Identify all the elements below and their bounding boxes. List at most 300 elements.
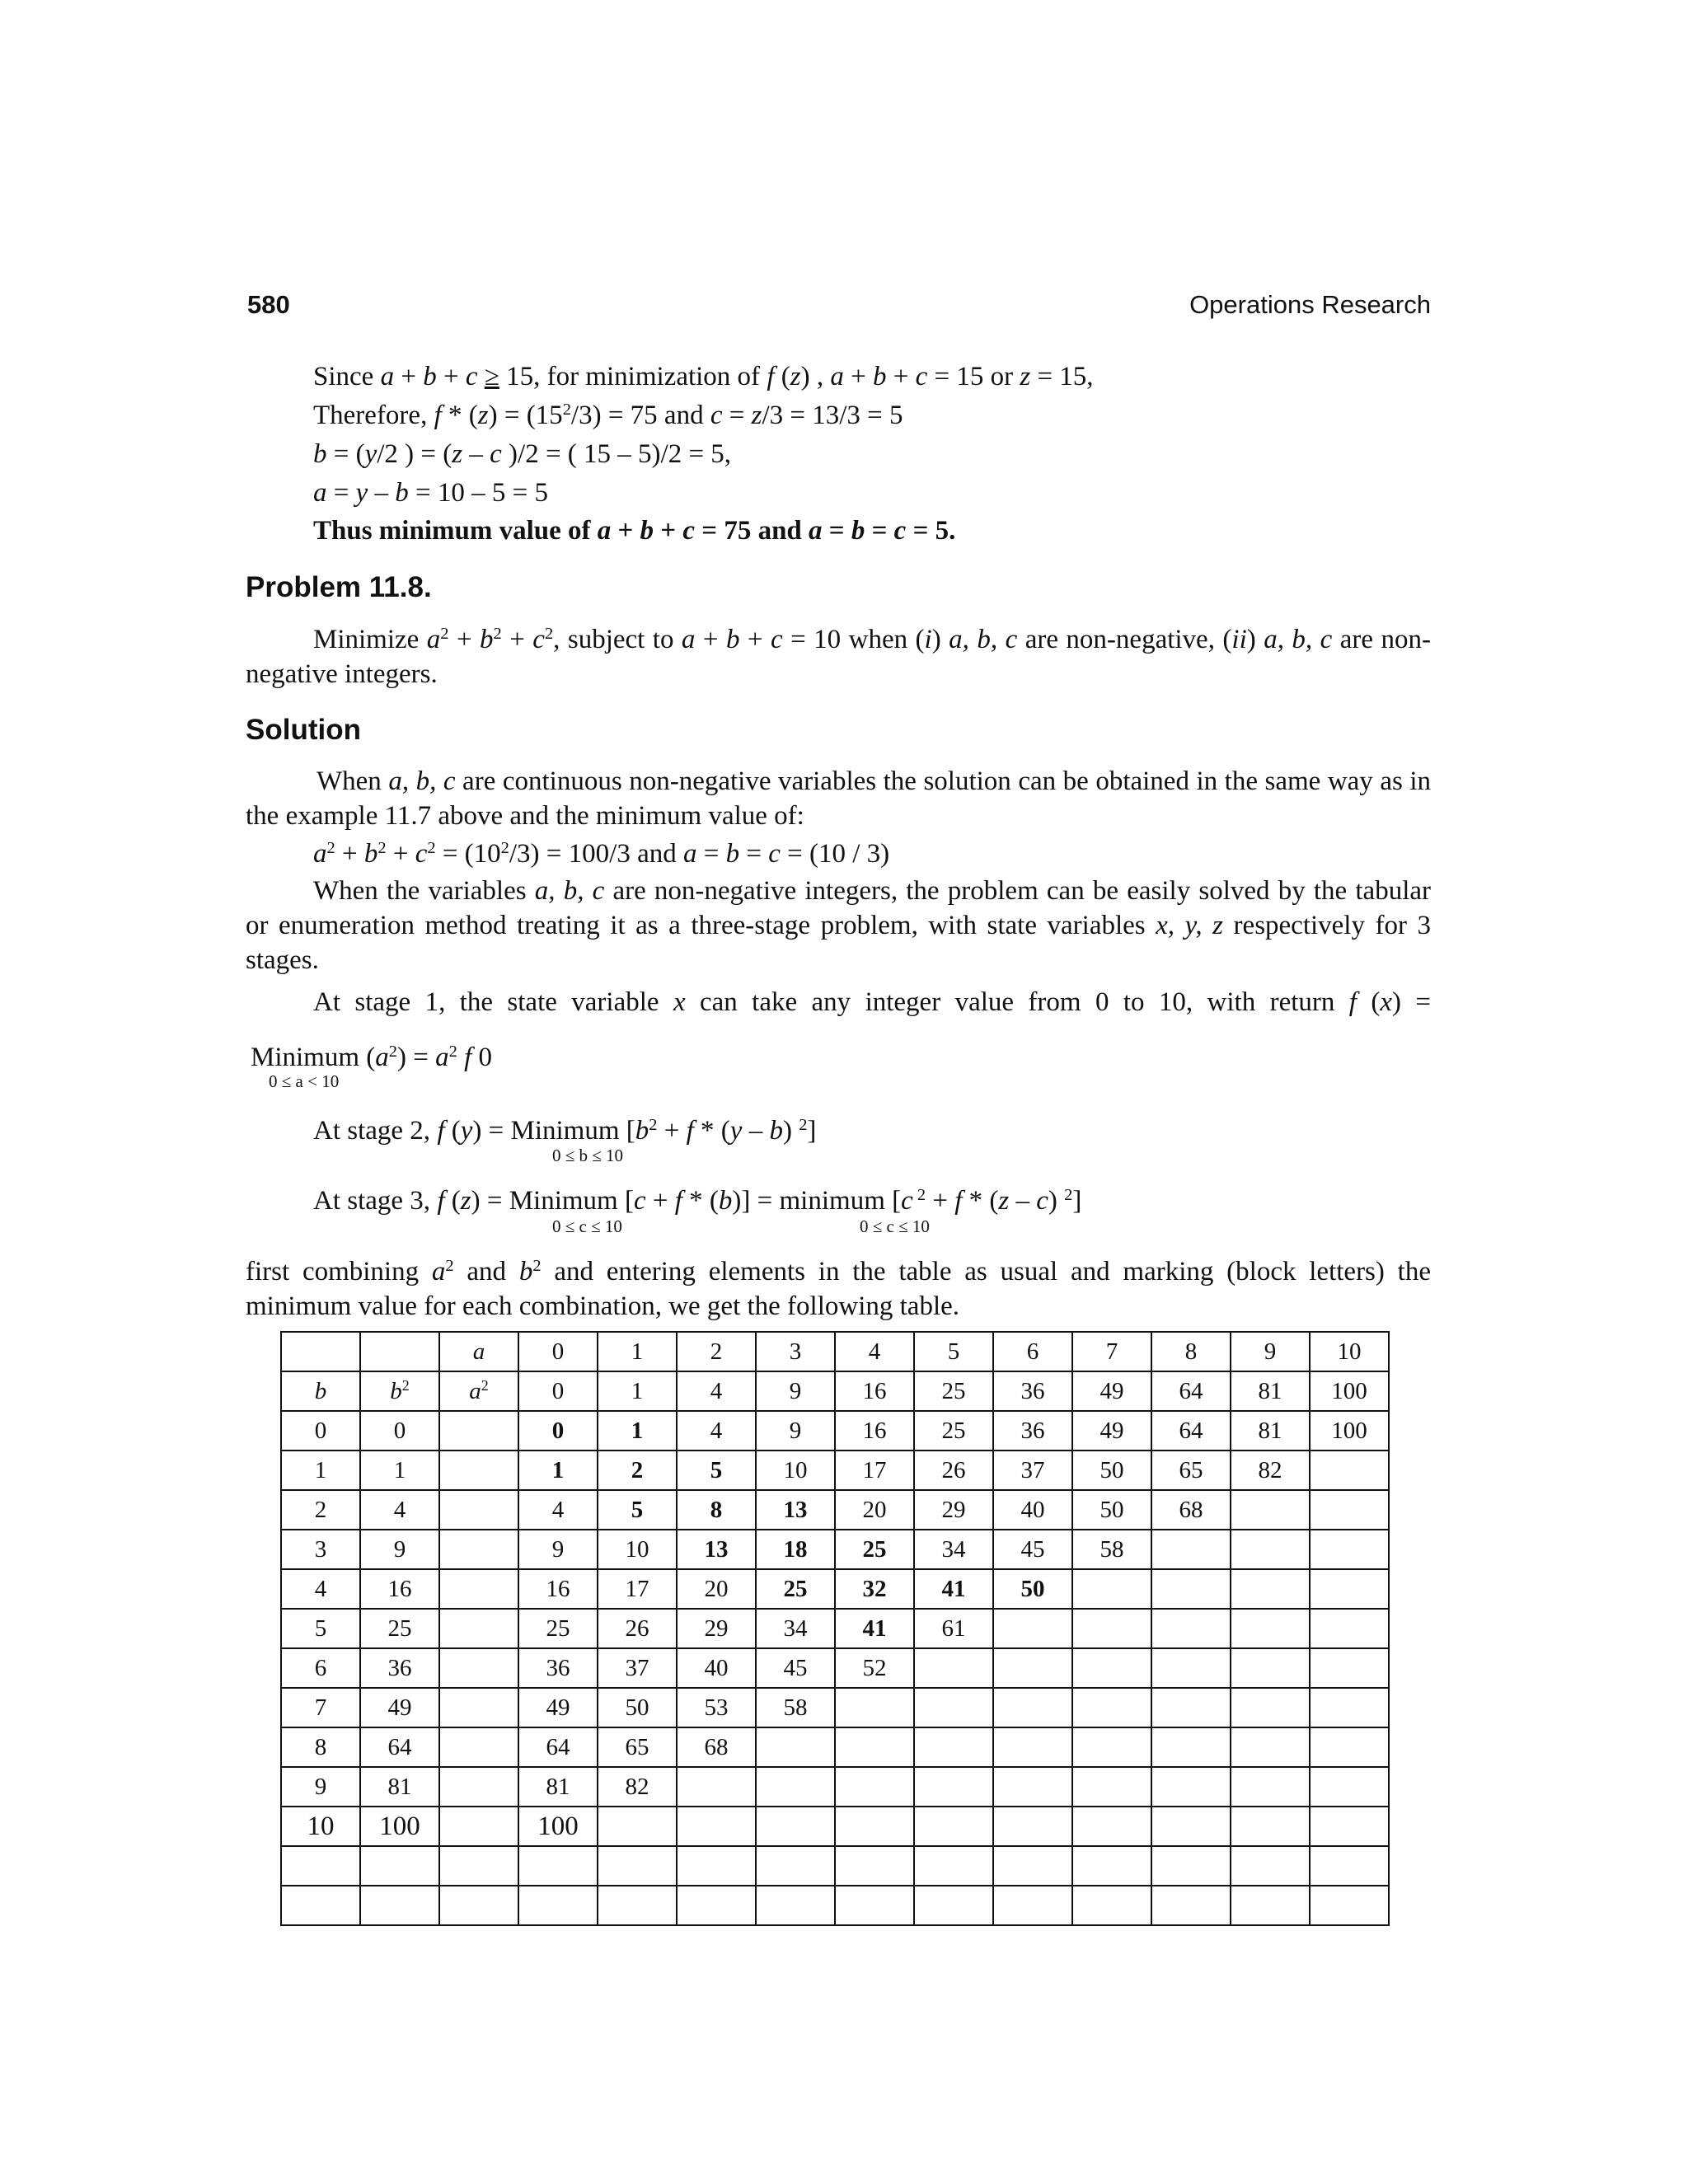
table-row xyxy=(281,1727,1389,1767)
cell-value: 4 xyxy=(551,1496,565,1523)
table-cell xyxy=(439,1688,518,1727)
cell-value: 1 xyxy=(631,1377,644,1404)
table-cell xyxy=(598,1727,677,1767)
cell-value: 2 xyxy=(631,1456,644,1483)
cell-value: 100 xyxy=(1331,1417,1367,1444)
table-cell xyxy=(1151,1411,1231,1451)
cell-value: 0 xyxy=(551,1377,565,1404)
cell-value: 4 xyxy=(710,1417,723,1444)
table-cell xyxy=(1072,1530,1151,1569)
cell-value: 41 xyxy=(862,1615,887,1642)
table-cell xyxy=(598,1767,677,1807)
table-cell xyxy=(677,1569,756,1609)
cell-value: 53 xyxy=(704,1694,729,1721)
table-row xyxy=(281,1807,1389,1846)
table-cell xyxy=(1072,1727,1151,1767)
table-cell xyxy=(993,1371,1072,1411)
table-cell xyxy=(598,1451,677,1490)
table-cell xyxy=(1072,1846,1151,1886)
table-cell xyxy=(281,1332,360,1371)
table-cell xyxy=(1072,1609,1151,1648)
cell-value: 10 xyxy=(1337,1338,1362,1365)
stage-1-range: 0 ≤ a < 10 xyxy=(269,1071,340,1091)
cell-value: 9 xyxy=(393,1535,406,1563)
table-cell xyxy=(1310,1332,1389,1371)
table-cell xyxy=(281,1846,360,1886)
table-cell xyxy=(360,1807,439,1846)
table-cell xyxy=(1310,1727,1389,1767)
cell-value: a xyxy=(469,1377,481,1404)
table-cell xyxy=(756,1411,835,1451)
table-cell xyxy=(993,1530,1072,1569)
table-cell xyxy=(1310,1846,1389,1886)
table-cell xyxy=(835,1451,914,1490)
cell-value: 6 xyxy=(1026,1338,1039,1365)
table-cell xyxy=(360,1490,439,1530)
table-cell xyxy=(835,1846,914,1886)
table-cell xyxy=(677,1688,756,1727)
table-cell xyxy=(1072,1569,1151,1609)
table-row xyxy=(281,1609,1389,1648)
table-cell xyxy=(914,1451,993,1490)
table-cell xyxy=(677,1490,756,1530)
table-cell xyxy=(677,1807,756,1846)
table-cell xyxy=(1151,1609,1231,1648)
table-cell xyxy=(835,1807,914,1846)
table-cell xyxy=(281,1886,360,1925)
cell-value: 81 xyxy=(1258,1377,1282,1404)
cell-value: 25 xyxy=(783,1575,808,1602)
table-cell xyxy=(914,1846,993,1886)
table-cell xyxy=(360,1530,439,1569)
table-cell xyxy=(598,1688,677,1727)
table-cell xyxy=(518,1886,598,1925)
cell-value: 8 xyxy=(710,1496,723,1523)
stage-2-equation: At stage 2, f (y) = Minimum [$b^2 + f * (y - b)$ $^2$] xyxy=(313,1115,817,1146)
table-cell xyxy=(993,1846,1072,1886)
table-cell xyxy=(518,1332,598,1371)
table-cell xyxy=(914,1569,993,1609)
cell-value: 20 xyxy=(862,1496,887,1523)
problem-heading: Problem 11.8. xyxy=(246,571,432,603)
table-cell xyxy=(439,1451,518,1490)
table-cell xyxy=(1072,1688,1151,1727)
solution-heading: Solution xyxy=(246,714,361,746)
table-cell xyxy=(360,1411,439,1451)
cell-value: 9 xyxy=(789,1417,802,1444)
cell-exponent: 2 xyxy=(481,1376,489,1394)
table-cell xyxy=(1151,1530,1231,1569)
solution-paragraph-3: At stage 1, the state variable x can take any integer value from 0 to 10, with return f (x) = xyxy=(313,987,1432,1017)
table-cell xyxy=(835,1886,914,1925)
table-cell xyxy=(518,1807,598,1846)
table-cell xyxy=(360,1451,439,1490)
table-cell xyxy=(1310,1451,1389,1490)
intro-line-1: Since a + b + c ≥ 15, for minimization of f (z) , a + b + c = 15 or z = 15, xyxy=(313,362,1094,391)
table-cell xyxy=(835,1648,914,1688)
table-cell xyxy=(281,1807,360,1846)
table-row xyxy=(281,1530,1389,1569)
table-cell xyxy=(518,1490,598,1530)
table-cell xyxy=(677,1727,756,1767)
table-cell xyxy=(360,1332,439,1371)
cell-value: 64 xyxy=(1179,1417,1203,1444)
cell-value: 45 xyxy=(1020,1535,1045,1563)
cell-value: 10 xyxy=(625,1535,649,1563)
cell-value: 37 xyxy=(625,1654,649,1681)
table-cell xyxy=(281,1371,360,1411)
cell-value: 0 xyxy=(551,1417,565,1444)
table-cell xyxy=(598,1609,677,1648)
table-cell xyxy=(598,1411,677,1451)
table-cell xyxy=(914,1490,993,1530)
table-cell xyxy=(518,1569,598,1609)
running-title: Operations Research xyxy=(1189,290,1431,319)
table-cell xyxy=(993,1569,1072,1609)
table-cell xyxy=(993,1451,1072,1490)
table-row xyxy=(281,1767,1389,1807)
cell-value: 68 xyxy=(1179,1496,1203,1523)
cell-value: 100 xyxy=(537,1811,579,1841)
cell-value: 3 xyxy=(789,1338,802,1365)
table-cell xyxy=(1231,1846,1310,1886)
cell-value: 52 xyxy=(862,1654,887,1681)
table-cell xyxy=(518,1767,598,1807)
table-cell xyxy=(993,1609,1072,1648)
cell-value: 36 xyxy=(1020,1377,1045,1404)
cell-value: 34 xyxy=(941,1535,966,1563)
table-cell xyxy=(1231,1886,1310,1925)
cell-value: 34 xyxy=(783,1615,808,1642)
table-cell xyxy=(993,1767,1072,1807)
table-cell xyxy=(914,1411,993,1451)
table-cell xyxy=(1151,1767,1231,1807)
cell-value: 5 xyxy=(710,1456,723,1483)
cell-value: 82 xyxy=(625,1773,649,1800)
table-row xyxy=(281,1648,1389,1688)
table-cell xyxy=(835,1411,914,1451)
table-cell xyxy=(914,1886,993,1925)
table-row xyxy=(281,1490,1389,1530)
table-cell xyxy=(281,1490,360,1530)
table-cell xyxy=(1151,1886,1231,1925)
intro-line-2: Therefore, $f * (z) = (15^2/3) = 75$ and c = z/3 = 13/3 = 5 xyxy=(313,400,903,430)
table-cell xyxy=(914,1371,993,1411)
table-cell xyxy=(360,1688,439,1727)
cell-value: b xyxy=(390,1377,402,1404)
cell-exponent: 2 xyxy=(401,1376,410,1394)
table-cell xyxy=(677,1332,756,1371)
table-cell xyxy=(598,1332,677,1371)
cell-value: 6 xyxy=(314,1654,327,1681)
table-cell xyxy=(598,1490,677,1530)
table-cell xyxy=(756,1767,835,1807)
table-cell xyxy=(1310,1688,1389,1727)
cell-value: 16 xyxy=(862,1417,887,1444)
table-cell xyxy=(914,1727,993,1767)
intro-line-3: b = (y/2 ) = (z – c )/2 = ( 15 – 5)/2 = 5, xyxy=(313,439,732,469)
table-cell xyxy=(756,1886,835,1925)
table-cell xyxy=(756,1688,835,1727)
cell-value: 4 xyxy=(868,1338,881,1365)
cell-value: 10 xyxy=(307,1811,335,1841)
cell-value: 81 xyxy=(387,1773,412,1800)
table-cell xyxy=(677,1648,756,1688)
table-cell xyxy=(439,1332,518,1371)
table-cell xyxy=(835,1609,914,1648)
cell-value: 37 xyxy=(1020,1456,1045,1483)
table-cell xyxy=(914,1609,993,1648)
table-cell xyxy=(756,1846,835,1886)
cell-value: 58 xyxy=(783,1694,808,1721)
table-cell xyxy=(756,1371,835,1411)
table-cell xyxy=(993,1688,1072,1727)
cell-value: 100 xyxy=(1331,1377,1367,1404)
cell-value: 65 xyxy=(1179,1456,1203,1483)
cell-value: 13 xyxy=(704,1535,729,1563)
table-cell xyxy=(281,1727,360,1767)
cell-value: 5 xyxy=(631,1496,644,1523)
table-cell xyxy=(281,1688,360,1727)
table-cell xyxy=(1151,1648,1231,1688)
cell-value: 49 xyxy=(1100,1377,1124,1404)
table-cell xyxy=(1231,1569,1310,1609)
table-cell xyxy=(1310,1530,1389,1569)
table-cell xyxy=(677,1846,756,1886)
table-body xyxy=(281,1332,1389,1925)
table-cell xyxy=(1072,1332,1151,1371)
table-cell xyxy=(993,1332,1072,1371)
table-cell xyxy=(360,1569,439,1609)
table-cell xyxy=(835,1332,914,1371)
intro-conclusion: Thus minimum value of a + b + c = 75 and a = b = c = 5. xyxy=(313,516,956,546)
table-cell xyxy=(1310,1886,1389,1925)
cell-value: 81 xyxy=(546,1773,570,1800)
cell-value: 25 xyxy=(941,1377,966,1404)
cell-value: 50 xyxy=(1020,1575,1045,1602)
table-cell xyxy=(1072,1886,1151,1925)
cell-value: 13 xyxy=(783,1496,808,1523)
table-cell xyxy=(281,1530,360,1569)
cell-value: 40 xyxy=(704,1654,729,1681)
cell-value: 16 xyxy=(862,1377,887,1404)
cell-value: 32 xyxy=(862,1575,887,1602)
table-cell xyxy=(281,1411,360,1451)
table-cell xyxy=(1072,1648,1151,1688)
table-cell xyxy=(360,1648,439,1688)
cell-value: 1 xyxy=(631,1338,644,1365)
table-cell xyxy=(439,1411,518,1451)
table-cell xyxy=(1151,1688,1231,1727)
table-cell xyxy=(281,1451,360,1490)
table-cell xyxy=(1151,1332,1231,1371)
table-row xyxy=(281,1371,1389,1411)
table-cell xyxy=(1072,1490,1151,1530)
table-cell xyxy=(1231,1411,1310,1451)
table-cell xyxy=(1231,1371,1310,1411)
table-cell xyxy=(1310,1767,1389,1807)
table-cell xyxy=(835,1688,914,1727)
solution-paragraph-2: When the variables a, b, c are non-negative integers, the problem can be easily solved by the tabular or enumeration method treating it as a three-stage problem, with state variables x, y, z respectively for 3 stages. xyxy=(246,876,1432,975)
table-cell xyxy=(1310,1411,1389,1451)
table-cell xyxy=(439,1609,518,1648)
table-cell xyxy=(281,1767,360,1807)
cell-value: 18 xyxy=(783,1535,808,1563)
table-cell xyxy=(281,1648,360,1688)
table-row xyxy=(281,1846,1389,1886)
solution-paragraph-1: When a, b, c are continuous non-negative variables the solution can be obtained in the same way as in the example 11.7 above and the minimum value of: xyxy=(246,766,1432,831)
cell-value: 17 xyxy=(862,1456,887,1483)
page-number: 580 xyxy=(247,290,290,319)
table-cell xyxy=(598,1846,677,1886)
cell-value: 3 xyxy=(314,1535,327,1563)
cell-value: 36 xyxy=(387,1654,412,1681)
cell-value: 64 xyxy=(546,1733,570,1760)
cell-value: 4 xyxy=(393,1496,406,1523)
cell-value: 25 xyxy=(862,1535,887,1563)
cell-value: 50 xyxy=(1100,1456,1124,1483)
table-cell xyxy=(1072,1451,1151,1490)
table-cell xyxy=(1231,1530,1310,1569)
table-cell xyxy=(993,1490,1072,1530)
table-cell xyxy=(756,1648,835,1688)
table-cell xyxy=(756,1609,835,1648)
intro-line-4: a = y – b = 10 – 5 = 5 xyxy=(313,478,549,508)
cell-value: 25 xyxy=(941,1417,966,1444)
table-cell xyxy=(677,1451,756,1490)
cell-value: 41 xyxy=(941,1575,966,1602)
cell-value: 36 xyxy=(1020,1417,1045,1444)
cell-value: 5 xyxy=(947,1338,960,1365)
table-cell xyxy=(914,1688,993,1727)
cell-value: 26 xyxy=(941,1456,966,1483)
table-cell xyxy=(598,1648,677,1688)
table-cell xyxy=(835,1371,914,1411)
table-cell xyxy=(1231,1332,1310,1371)
table-cell xyxy=(993,1807,1072,1846)
cell-value: 45 xyxy=(783,1654,808,1681)
problem-statement: Minimize $a^2 + b^2 + c^2$, subject to a + b + c = 10 when (i) a, b, c are non-negative, (ii) a, b, c are non-negative integers. xyxy=(246,624,1431,689)
cell-value: 7 xyxy=(314,1694,327,1721)
cell-value: 16 xyxy=(387,1575,412,1602)
table-cell xyxy=(518,1411,598,1451)
table-cell xyxy=(1072,1767,1151,1807)
table-cell xyxy=(439,1807,518,1846)
table-cell xyxy=(677,1530,756,1569)
table-cell xyxy=(993,1886,1072,1925)
table-row xyxy=(281,1688,1389,1727)
table-cell xyxy=(914,1332,993,1371)
table-cell xyxy=(835,1727,914,1767)
table-cell xyxy=(518,1648,598,1688)
cell-value: 10 xyxy=(783,1456,808,1483)
table-cell xyxy=(1231,1490,1310,1530)
cell-value: 61 xyxy=(941,1615,966,1642)
table-cell xyxy=(1151,1846,1231,1886)
table-cell xyxy=(756,1490,835,1530)
table-cell xyxy=(1310,1569,1389,1609)
table-cell xyxy=(677,1609,756,1648)
table-cell xyxy=(1231,1648,1310,1688)
table-cell xyxy=(756,1451,835,1490)
table-cell xyxy=(756,1807,835,1846)
cell-value: 9 xyxy=(314,1773,327,1800)
table-cell xyxy=(439,1569,518,1609)
cell-value: 25 xyxy=(546,1615,570,1642)
table-intro-paragraph: first combining $a^2$ and $b^2$ and entering elements in the table as usual and marking (block letters) the minimum value for each combination, we get the following table. xyxy=(246,1256,1431,1321)
stage-2-range: 0 ≤ b ≤ 10 xyxy=(552,1146,624,1165)
cell-value: 29 xyxy=(941,1496,966,1523)
table-cell xyxy=(1231,1807,1310,1846)
cell-value: 4 xyxy=(314,1575,327,1602)
table-cell xyxy=(1151,1727,1231,1767)
table-cell xyxy=(1310,1490,1389,1530)
table-cell xyxy=(518,1530,598,1569)
table-cell xyxy=(598,1569,677,1609)
stage-1-equation: Minimum $(a^2) = a^2$ f 0 xyxy=(251,1042,492,1072)
table-cell xyxy=(1151,1569,1231,1609)
cell-value: 2 xyxy=(314,1496,327,1523)
table-cell xyxy=(439,1648,518,1688)
table-cell xyxy=(281,1609,360,1648)
table-cell xyxy=(518,1688,598,1727)
table-cell xyxy=(598,1807,677,1846)
table-cell xyxy=(677,1767,756,1807)
cell-value: 82 xyxy=(1258,1456,1282,1483)
table-cell xyxy=(677,1411,756,1451)
table-cell xyxy=(914,1530,993,1569)
table-cell xyxy=(756,1727,835,1767)
table-cell xyxy=(360,1846,439,1886)
cell-value: 5 xyxy=(314,1615,327,1642)
table-cell xyxy=(439,1846,518,1886)
table-cell xyxy=(518,1846,598,1886)
table-cell xyxy=(598,1371,677,1411)
cell-value: 8 xyxy=(1184,1338,1198,1365)
cell-value: 9 xyxy=(789,1377,802,1404)
table-cell xyxy=(518,1727,598,1767)
table-cell xyxy=(914,1648,993,1688)
stage-3-range-1: 0 ≤ c ≤ 10 xyxy=(552,1216,622,1236)
table-cell xyxy=(756,1530,835,1569)
cell-value: 9 xyxy=(1264,1338,1277,1365)
cell-value: 49 xyxy=(1100,1417,1124,1444)
cell-value: 29 xyxy=(704,1615,729,1642)
cell-value: 100 xyxy=(379,1811,420,1841)
cell-value: 64 xyxy=(1179,1377,1203,1404)
table-cell xyxy=(1072,1371,1151,1411)
table-cell xyxy=(1151,1490,1231,1530)
table-cell xyxy=(360,1886,439,1925)
cell-value: 1 xyxy=(393,1456,406,1483)
table-cell xyxy=(439,1530,518,1569)
table-cell xyxy=(360,1727,439,1767)
cell-value: 49 xyxy=(387,1694,412,1721)
cell-value: a xyxy=(472,1338,485,1365)
table-cell xyxy=(835,1530,914,1569)
table-cell xyxy=(518,1451,598,1490)
cell-value: 0 xyxy=(551,1338,565,1365)
cell-value: 7 xyxy=(1105,1338,1118,1365)
table-cell xyxy=(360,1767,439,1807)
table-cell xyxy=(835,1490,914,1530)
table-cell xyxy=(1310,1807,1389,1846)
table-cell xyxy=(1231,1767,1310,1807)
table-cell xyxy=(439,1767,518,1807)
table-cell xyxy=(598,1886,677,1925)
table-cell xyxy=(1231,1688,1310,1727)
table-cell xyxy=(439,1490,518,1530)
